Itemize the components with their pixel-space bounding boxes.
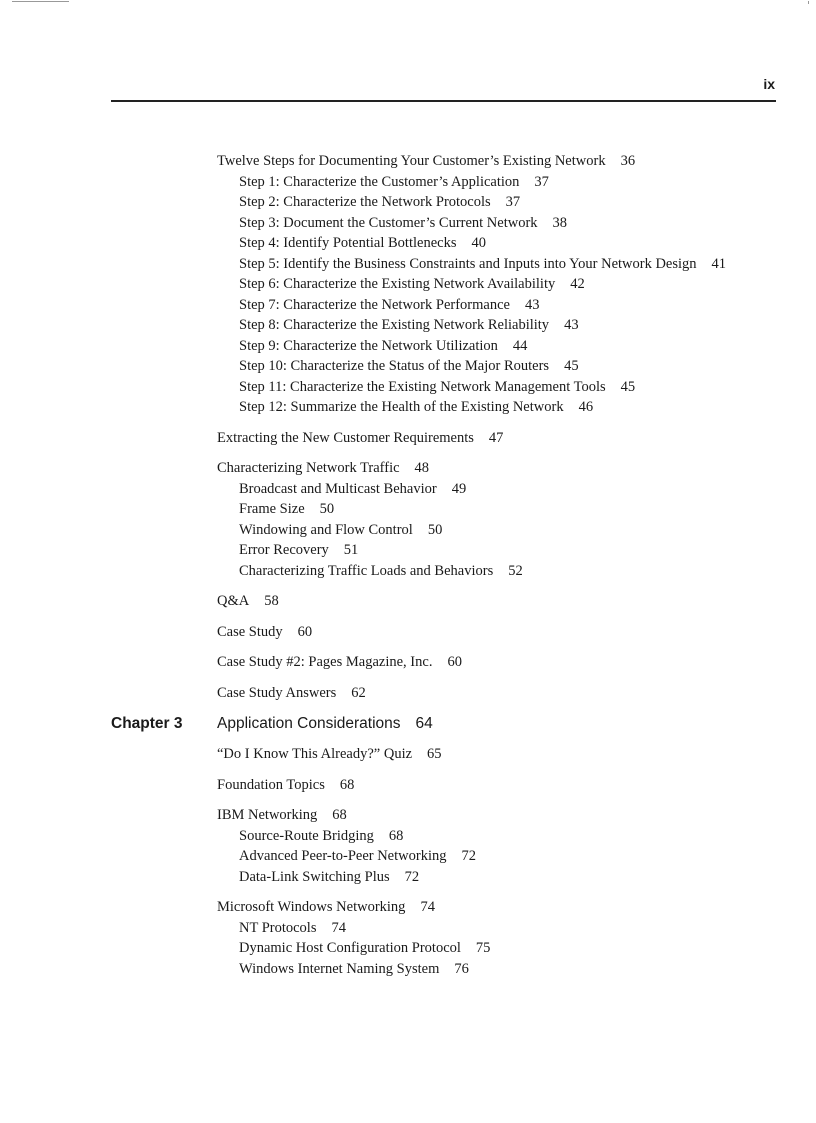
table-of-contents <box>111 151 777 979</box>
chapter-page: 64 <box>415 715 433 732</box>
toc-entry[interactable] <box>217 315 777 336</box>
toc-entry-page: 60 <box>297 623 313 640</box>
chapter-heading[interactable] <box>111 713 777 734</box>
toc-entry-page: 44 <box>512 337 528 354</box>
toc-entry-title: Twelve Steps for Documenting Your Customer’s Existing Network <box>217 153 606 169</box>
toc-entry-title: Step 9: Characterize the Network Utilization <box>239 337 498 354</box>
toc-entry-page: 65 <box>427 746 442 762</box>
toc-entry-title: Step 2: Characterize the Network Protocols <box>239 194 491 210</box>
crop-mark <box>12 1 69 2</box>
toc-entry-title: Step 12: Summarize the Health of the Existing Network <box>239 399 564 415</box>
toc-entry-title: Characterizing Network Traffic <box>217 460 400 476</box>
toc-entry[interactable] <box>217 897 777 918</box>
toc-entry-page: 36 <box>620 153 636 169</box>
crop-mark <box>808 1 809 4</box>
toc-entry[interactable] <box>217 356 777 377</box>
toc-entry[interactable] <box>217 775 777 796</box>
toc-entry-title: Step 6: Characterize the Existing Network Availability <box>239 276 556 292</box>
toc-entry-title: Step 10: Characterize the Status of the Major Routers <box>239 358 550 374</box>
toc-entry-title: Data-Link Switching Plus <box>239 868 390 885</box>
chapter-title: Application Considerations <box>217 715 401 732</box>
toc-entry-title: Case Study #2: Pages Magazine, Inc. <box>217 654 433 670</box>
toc-entry-title: Step 1: Characterize the Customer’s Application <box>239 173 520 190</box>
toc-entry-title: “Do I Know This Already?” Quiz <box>217 746 413 762</box>
toc-entry-title: Step 8: Characterize the Existing Network Reliability <box>239 317 550 333</box>
toc-entry[interactable] <box>217 540 777 561</box>
toc-entry[interactable] <box>217 336 777 357</box>
toc-entry-page: 37 <box>534 173 549 190</box>
toc-entry-page: 40 <box>471 235 486 251</box>
header-rule <box>111 100 776 102</box>
toc-entry-page: 45 <box>620 378 636 395</box>
toc-entry-title: NT Protocols <box>239 919 317 936</box>
toc-entry-title: Step 11: Characterize the Existing Network Management Tools <box>239 378 606 395</box>
toc-entry-page: 47 <box>488 429 504 446</box>
toc-entry-page: 58 <box>264 593 279 609</box>
toc-entry[interactable] <box>217 744 777 765</box>
toc-entry-title: Error Recovery <box>239 542 329 558</box>
toc-entry-page: 48 <box>414 460 430 476</box>
toc-entry[interactable] <box>217 172 777 193</box>
toc-entry[interactable] <box>217 826 777 847</box>
toc-entry[interactable] <box>217 397 777 418</box>
toc-entry[interactable] <box>217 846 777 867</box>
toc-entry-page: 38 <box>552 214 568 231</box>
toc-entry-page: 50 <box>319 501 335 517</box>
toc-entry-title: Windows Internet Naming System <box>239 960 440 977</box>
toc-entry-page: 74 <box>420 899 435 915</box>
toc-entry[interactable] <box>217 428 777 449</box>
toc-entry-page: 68 <box>388 827 404 844</box>
toc-entry-title: Advanced Peer-to-Peer Networking <box>239 848 447 864</box>
toc-entry[interactable] <box>217 918 777 939</box>
toc-entry[interactable] <box>217 295 777 316</box>
toc-entry[interactable] <box>217 591 777 612</box>
toc-entry-title: Frame Size <box>239 501 305 517</box>
toc-entry-page: 72 <box>461 848 476 864</box>
toc-entry[interactable] <box>217 561 777 582</box>
toc-entry-page: 50 <box>427 521 443 538</box>
toc-entry-title: Foundation Topics <box>217 776 325 793</box>
toc-entry[interactable] <box>217 213 777 234</box>
toc-entry-page: 68 <box>339 776 355 793</box>
toc-entry[interactable] <box>217 274 777 295</box>
toc-entry-title: Step 3: Document the Customer’s Current Network <box>239 214 538 231</box>
toc-entry[interactable] <box>217 938 777 959</box>
toc-entry-title: Source-Route Bridging <box>239 827 374 844</box>
toc-entry-title: Dynamic Host Configuration Protocol <box>239 940 461 956</box>
toc-entry-title: Step 5: Identify the Business Constraints and Inputs into Your Network Design <box>239 255 697 272</box>
toc-entry[interactable] <box>217 959 777 980</box>
toc-entry-page: 76 <box>454 960 469 977</box>
toc-entry[interactable] <box>217 151 777 172</box>
toc-entry-title: Case Study <box>217 623 283 640</box>
toc-entry-page: 74 <box>331 919 346 936</box>
toc-entry-page: 42 <box>570 276 585 292</box>
toc-entry[interactable] <box>217 458 777 479</box>
toc-entry-page: 52 <box>508 562 523 579</box>
chapter-label: Chapter 3 <box>111 715 183 732</box>
toc-entry-title: Characterizing Traffic Loads and Behaviors <box>239 562 494 579</box>
toc-entry-title: Case Study Answers <box>217 684 337 701</box>
toc-entry[interactable] <box>217 377 777 398</box>
toc-entry[interactable] <box>217 622 777 643</box>
toc-entry-title: Windowing and Flow Control <box>239 521 413 538</box>
toc-entry-page: 51 <box>343 542 359 558</box>
toc-entry-title: Microsoft Windows Networking <box>217 899 406 915</box>
toc-entry-title: Broadcast and Multicast Behavior <box>239 480 437 497</box>
toc-entry[interactable] <box>217 652 777 673</box>
toc-entry[interactable] <box>217 805 777 826</box>
toc-entry-page: 68 <box>332 807 347 823</box>
toc-entry[interactable] <box>217 867 777 888</box>
toc-entry-title: IBM Networking <box>217 807 318 823</box>
toc-entry-page: 60 <box>447 654 462 670</box>
toc-entry-title: Step 4: Identify Potential Bottlenecks <box>239 235 457 251</box>
toc-entry-page: 75 <box>475 940 491 956</box>
toc-entry-page: 62 <box>351 684 366 701</box>
toc-entry[interactable] <box>217 479 777 500</box>
toc-entry[interactable] <box>217 233 777 254</box>
toc-entry-page: 43 <box>564 317 579 333</box>
toc-entry[interactable] <box>217 254 777 275</box>
toc-entry[interactable] <box>217 499 777 520</box>
toc-entry-page: 45 <box>564 358 579 374</box>
toc-entry-page: 49 <box>451 480 467 497</box>
toc-entry-page: 72 <box>404 868 420 885</box>
toc-entry[interactable] <box>217 520 777 541</box>
toc-entry-title: Q&A <box>217 593 250 609</box>
toc-entry-page: 46 <box>578 399 594 415</box>
toc-entry-title: Step 7: Characterize the Network Performance <box>239 296 510 313</box>
toc-entry-page: 37 <box>505 194 521 210</box>
toc-entry[interactable] <box>217 683 777 704</box>
toc-entry-page: 41 <box>711 255 727 272</box>
toc-entry-page: 43 <box>524 296 540 313</box>
toc-entry-title: Extracting the New Customer Requirements <box>217 429 474 446</box>
toc-entry[interactable] <box>217 192 777 213</box>
page-number: ix <box>763 76 775 92</box>
